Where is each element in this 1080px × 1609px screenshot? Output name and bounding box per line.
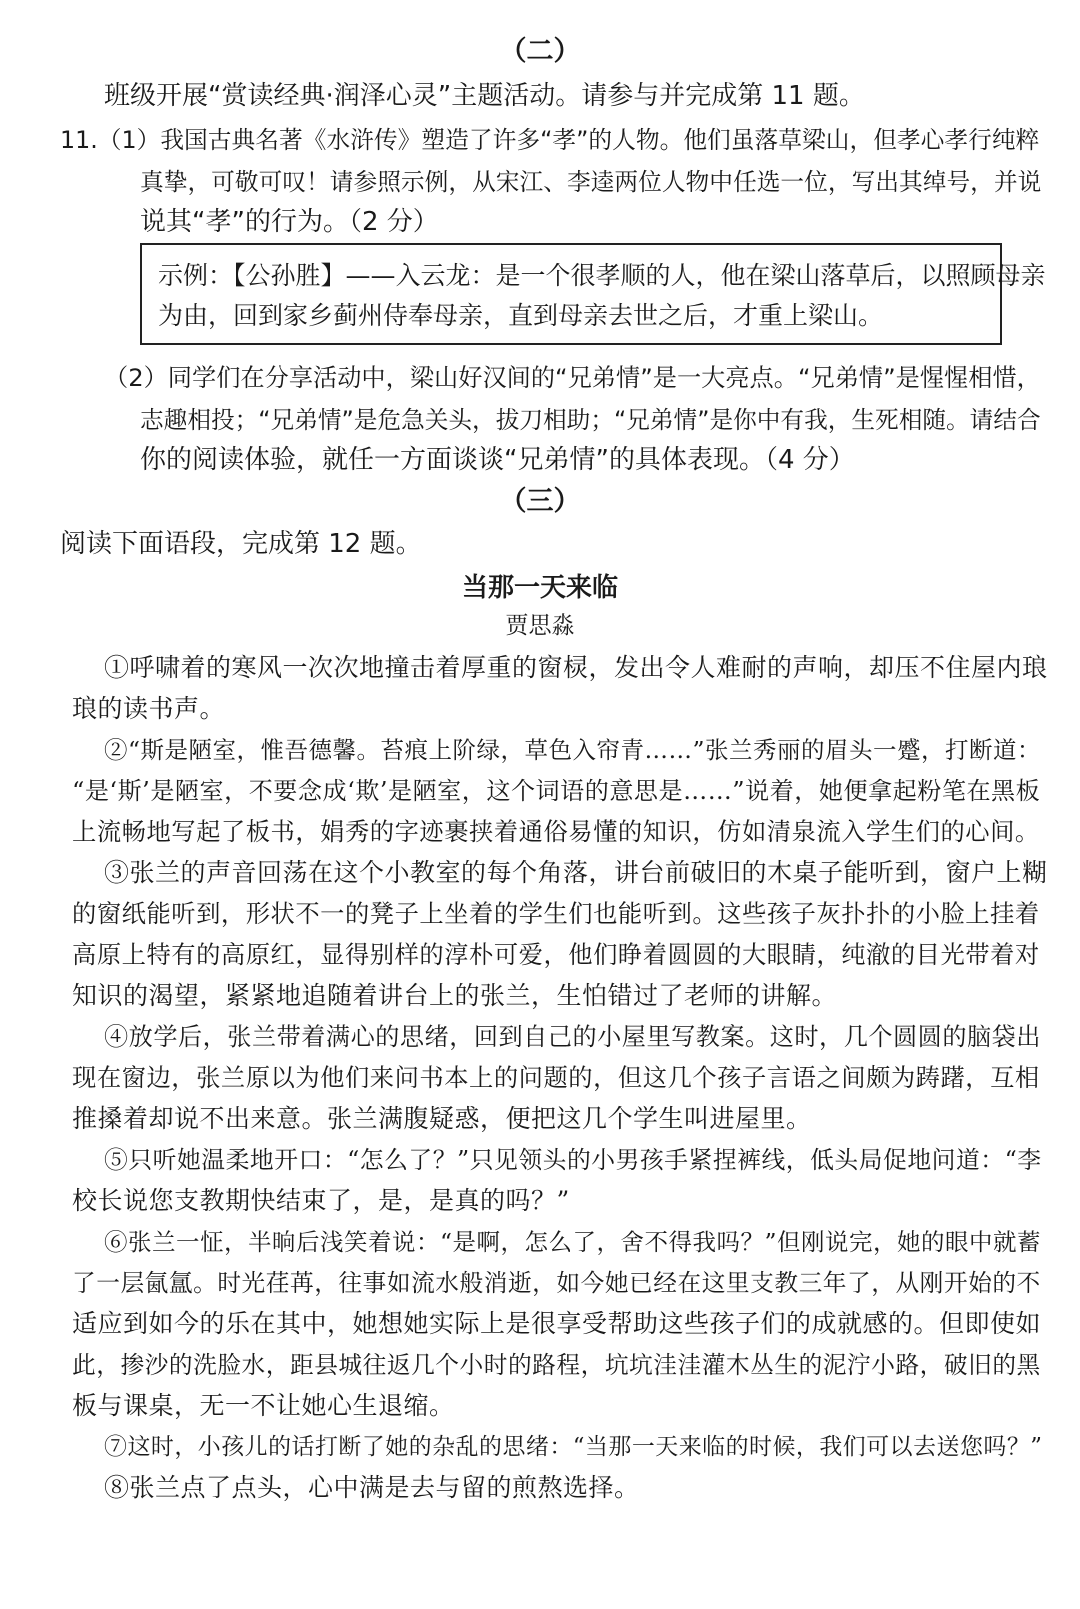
passage-line: ④放学后，张兰带着满心的思绪，回到自己的小屋里写教案。这时，几个圆圆的脑袋出 bbox=[104, 1023, 1041, 1051]
passage-line: 此，掺沙的洗脸水，距县城往返几个小时的路程，坑坑洼洼灌木丛生的泥泞小路，破旧的黑 bbox=[72, 1351, 1041, 1379]
q11-part1-line-2: 真挚，可敬可叹！请参照示例，从宋江、李逵两位人物中任选一位，写出其绰号，并说 bbox=[140, 168, 1042, 196]
passage-line: ⑦这时，小孩儿的话打断了她的杂乱的思绪：“当那一天来临的时候，我们可以去送您吗？” bbox=[104, 1434, 1043, 1460]
section-3-heading: （三） bbox=[499, 486, 581, 517]
q11-part1-line-1: 11.（1）我国古典名著《水浒传》塑造了许多“孝”的人物。他们虽落草梁山，但孝心孝行纯粹 bbox=[60, 126, 1040, 154]
passage-line: ⑤只听她温柔地开口：“怎么了？”只见领头的小男孩手紧捏裤线，低头局促地问道：“李 bbox=[104, 1146, 1042, 1174]
passage-line: 了一层氤氲。时光荏苒，往事如流水般消逝，如今她已经在这里支教三年了，从刚开始的不 bbox=[72, 1269, 1041, 1297]
passage-line: 推搡着却说不出来意。张兰满腹疑惑，便把这几个学生叫进屋里。 bbox=[72, 1104, 812, 1133]
passage-line: 上流畅地写起了板书，娟秀的字迹裹挟着通俗易懂的知识，仿如清泉流入学生们的心间。 bbox=[72, 817, 1040, 846]
passage-title: 当那一天来临 bbox=[461, 573, 618, 603]
q11-part2-line-1: （2）同学们在分享活动中，梁山好汉间的“兄弟情”是一大亮点。“兄弟情”是惺惺相惜， bbox=[104, 364, 1041, 392]
passage-line: ②“斯是陋室，惟吾德馨。苔痕上阶绿，草色入帘青……”张兰秀丽的眉头一蹙，打断道： bbox=[104, 736, 1042, 764]
passage-line: 琅的读书声。 bbox=[72, 694, 226, 723]
passage-line: ⑥张兰一怔，半晌后浅笑着说：“是啊，怎么了，舍不得我吗？”但刚说完，她的眼中就蓄 bbox=[104, 1228, 1042, 1256]
passage-line: 现在窗边，张兰原以为他们来问书本上的问题的，但这几个孩子言语之间颇为踌躇，互相 bbox=[72, 1063, 1040, 1092]
example-line-2: 为由，回到家乡蓟州侍奉母亲，直到母亲去世之后，才重上梁山。 bbox=[158, 301, 884, 330]
passage-line: 校长说您支教期快结束了，是，是真的吗？” bbox=[72, 1186, 570, 1215]
passage-line: 适应到如今的乐在其中，她想她实际上是很享受帮助这些孩子们的成就感的。但即使如 bbox=[72, 1309, 1042, 1338]
passage-line: 的窗纸能听到，形状不一的凳子上坐着的学生们也能听到。这些孩子灰扑扑的小脸上挂着 bbox=[72, 899, 1040, 928]
passage-line: ①呼啸着的寒风一次次地撞击着厚重的窗棂，发出令人难耐的声响，却压不住屋内琅 bbox=[104, 653, 1048, 682]
passage-line: 板与课桌，无一不让她心生退缩。 bbox=[72, 1391, 455, 1420]
section-2-intro: 班级开展“赏读经典·润泽心灵”主题活动。请参与并完成第 11 题。 bbox=[104, 81, 865, 111]
q11-part2-line-2: 志趣相投；“兄弟情”是危急关头，拔刀相助；“兄弟情”是你中有我，生死相随。请结合 bbox=[140, 406, 1041, 434]
passage-line: 高原上特有的高原红，显得别样的淳朴可爱，他们睁着圆圆的大眼睛，纯澈的目光带着对 bbox=[72, 940, 1040, 969]
passage-author: 贾思淼 bbox=[505, 613, 575, 639]
example-line-1: 示例：【公孙胜】——入云龙：是一个很孝顺的人，他在梁山落草后，以照顾母亲 bbox=[158, 261, 1046, 290]
section-2-heading: （二） bbox=[499, 36, 581, 67]
q11-part1-line-3: 说其“孝”的行为。（2 分） bbox=[140, 207, 439, 237]
passage-line: 知识的渴望，紧紧地追随着讲台上的张兰，生怕错过了老师的讲解。 bbox=[72, 981, 838, 1010]
passage-line: ③张兰的声音回荡在这个小教室的每个角落，讲台前破旧的木桌子能听到，窗户上糊 bbox=[104, 858, 1048, 887]
passage-line: “是‘斯’是陋室，不要念成‘欺’是陋室，这个词语的意思是……”说着，她便拿起粉笔在黑板 bbox=[72, 777, 1041, 805]
q11-part2-line-3: 你的阅读体验，就任一方面谈谈“兄弟情”的具体表现。（4 分） bbox=[140, 445, 855, 475]
section-3-intro: 阅读下面语段，完成第 12 题。 bbox=[60, 529, 422, 559]
passage-line: ⑧张兰点了点头，心中满是去与留的煎熬选择。 bbox=[104, 1473, 640, 1502]
